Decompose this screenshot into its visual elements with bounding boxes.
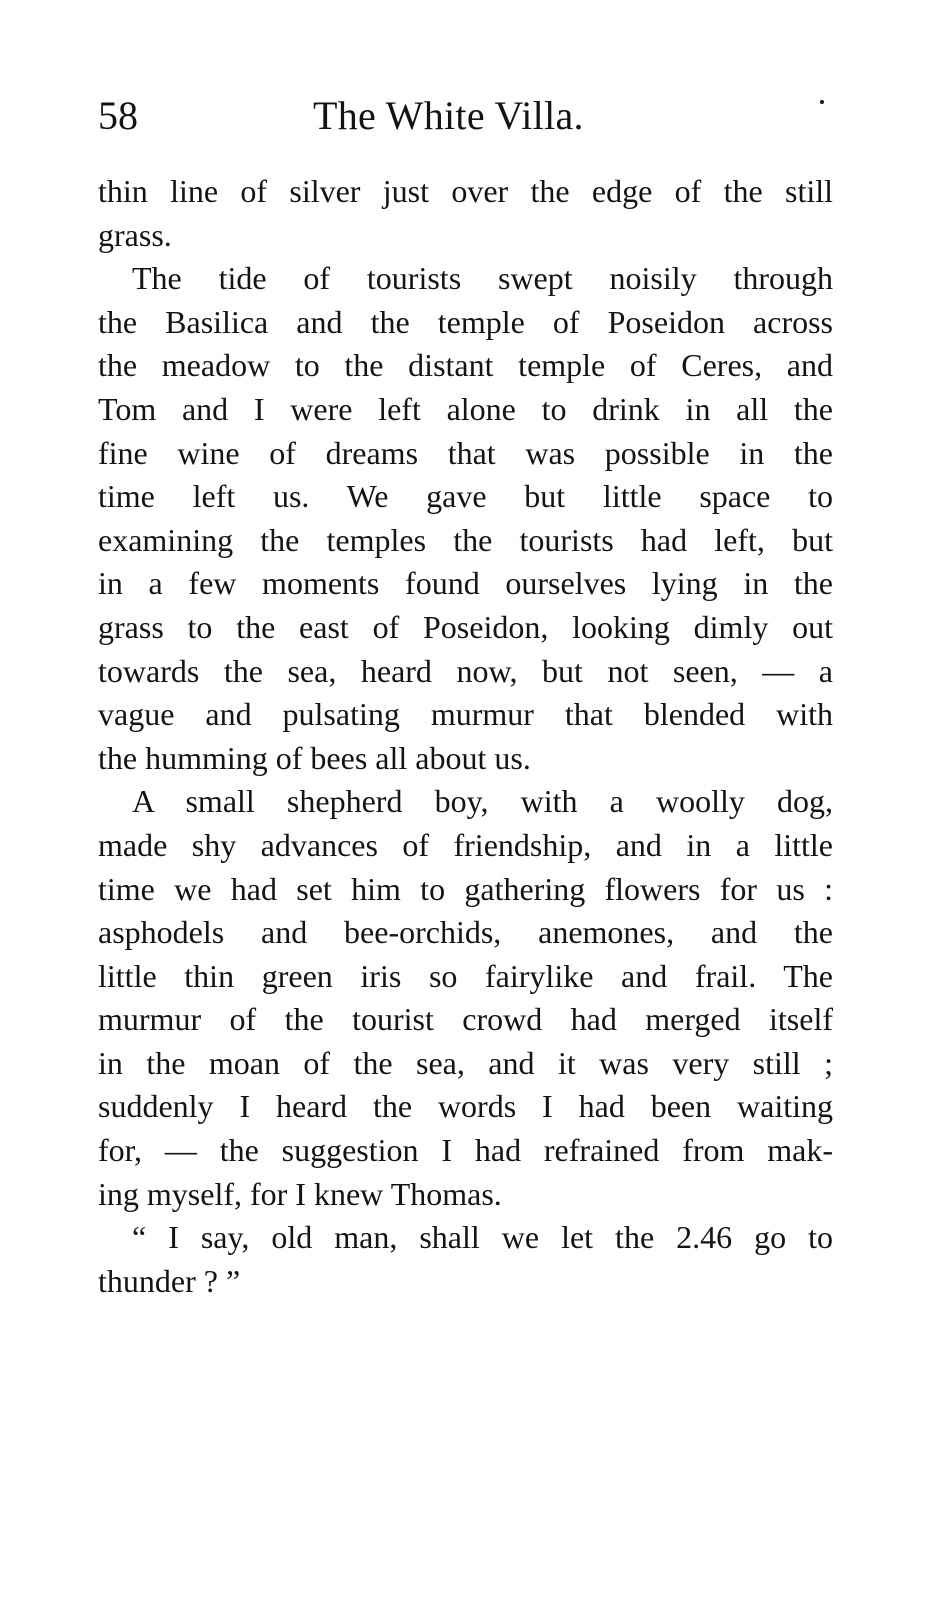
text-line: grass. [98,216,172,253]
running-title: The White Villa. [313,93,584,138]
text-line: in a few moments found ourselves lying in the [98,565,833,602]
text-line: fine wine of dreams that was possible in the [98,434,833,471]
page-number: 58 [98,93,138,138]
running-head [98,88,833,148]
text-line: A small shepherd boy, with a woolly dog, [132,783,833,820]
text-line: asphodels and bee-orchids, anemones, and the [98,914,833,951]
ink-speck [820,100,824,104]
text-line: examining the temples the tourists had left, but [98,521,833,558]
text-line: murmur of the tourist crowd had merged itself [98,1001,833,1038]
text-line: grass to the east of Poseidon, looking dimly out [98,608,833,645]
text-line: towards the sea, heard now, but not seen, — a [98,652,833,689]
text-line: thunder ? ” [98,1262,241,1299]
body-text [98,170,833,1303]
text-line: the meadow to the distant temple of Ceres, and [98,347,833,384]
text-line: time left us. We gave but little space to [98,478,833,515]
text-line: The tide of tourists swept noisily through [132,260,833,297]
text-line: the humming of bees all about us. [98,739,531,776]
text-line: made shy advances of friendship, and in a little [98,826,833,863]
text-line: ing myself, for I knew Thomas. [98,1175,502,1212]
text-line: suddenly I heard the words I had been waiting [98,1088,833,1125]
text-line: Tom and I were left alone to drink in all the [98,390,833,427]
text-line: little thin green iris so fairylike and frail. The [98,957,833,994]
text-line: time we had set him to gathering flowers for us : [98,870,833,907]
text-line: “ I say, old man, shall we let the 2.46 go to [132,1219,833,1256]
text-line: thin line of silver just over the edge of the still [98,173,833,209]
text-line: for, — the suggestion I had refrained from mak- [98,1132,833,1169]
text-line: in the moan of the sea, and it was very still ; [98,1044,833,1081]
text-line: the Basilica and the temple of Poseidon across [98,303,833,340]
text-line: vague and pulsating murmur that blended with [98,696,833,733]
